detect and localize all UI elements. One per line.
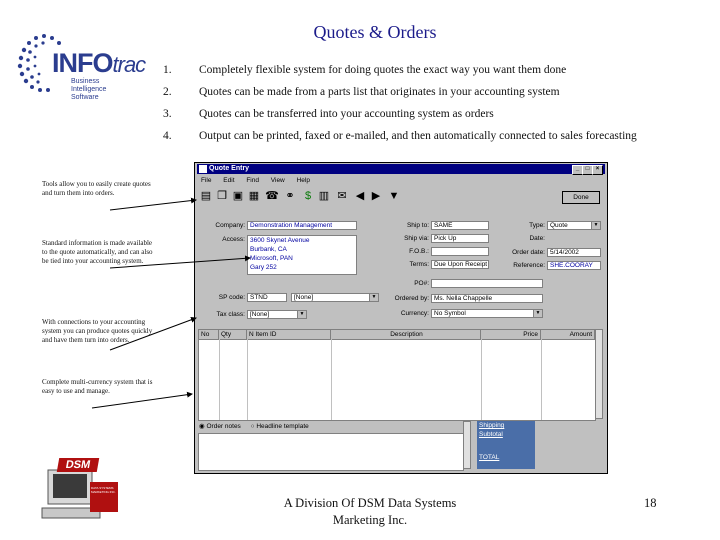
- shipto-label: Ship to:: [406, 222, 429, 229]
- reference-field[interactable]: SHE.COORAY: [547, 261, 601, 270]
- order-date-label: Order date:: [512, 249, 545, 256]
- order-date-field[interactable]: 5/14/2002: [547, 248, 601, 257]
- arrow-line: [92, 394, 192, 408]
- address-field[interactable]: 3600 Skynet Avenue Burbank, CA Microsoft, PAN Gary 252: [247, 235, 357, 275]
- type-select[interactable]: Quote ▼: [547, 221, 601, 230]
- close-icon[interactable]: ×: [592, 165, 603, 175]
- total-label: TOTAL: [479, 454, 500, 461]
- dsm-wordmark: DSM: [57, 458, 99, 472]
- annotation-currency: Complete multi-currency system that is easy to use and manage.: [42, 378, 153, 395]
- terms-label: Terms:: [409, 261, 429, 268]
- filter-icon[interactable]: ▼: [388, 190, 400, 202]
- chevron-down-icon[interactable]: ▼: [533, 310, 542, 317]
- shipvia-label: Ship via:: [404, 235, 429, 242]
- link-icon[interactable]: ⚭: [285, 190, 295, 202]
- email-icon[interactable]: ✉: [337, 190, 347, 202]
- list-item: 4. Output can be printed, faxed or e-mailed, and then automatically connected to sales forecasting: [163, 130, 637, 142]
- shipping-label: Shipping: [479, 422, 505, 429]
- calculator-icon[interactable]: ▥: [318, 190, 330, 202]
- sp-code-field[interactable]: STND: [247, 293, 287, 302]
- chevron-down-icon[interactable]: ▼: [297, 311, 306, 318]
- footer-text: A Division Of DSM Data Systems Marketing Inc.: [283, 496, 457, 527]
- maximize-icon[interactable]: □: [582, 165, 593, 175]
- fob-label: F.O.B.:: [409, 248, 429, 255]
- sp-code-label: SP code:: [218, 294, 245, 301]
- access-label: Access:: [222, 236, 245, 243]
- ordered-by-label: Ordered by:: [394, 295, 429, 302]
- col-header-no[interactable]: No: [199, 330, 219, 339]
- currency-icon[interactable]: $: [304, 190, 312, 202]
- headline-template-radio[interactable]: ○ Headline template: [250, 423, 309, 430]
- ordered-by-field[interactable]: Ms. Nella Chappelle: [431, 294, 543, 303]
- print-icon[interactable]: ▤: [200, 190, 212, 202]
- dsm-logo: [34, 452, 124, 524]
- arrow-line: [110, 258, 250, 268]
- tax-class-label: Tax class:: [216, 311, 245, 318]
- currency-select[interactable]: No Symbol ▼: [431, 309, 543, 318]
- infotrac-wordmark: INFOtrac: [52, 48, 146, 78]
- menu-find[interactable]: Find: [246, 177, 259, 184]
- shipto-field[interactable]: SAME: [431, 221, 489, 230]
- date-label: Date:: [529, 235, 545, 242]
- chevron-down-icon[interactable]: ▼: [591, 222, 600, 229]
- slide-title: Quotes & Orders: [313, 22, 437, 42]
- order-notes-radio[interactable]: ◉ Order notes: [199, 423, 241, 430]
- tax-class-select[interactable]: [None] ▼: [247, 310, 307, 319]
- menu-file[interactable]: File: [201, 177, 212, 184]
- dsm-tagline: DATA SYSTEMS MARKETING INC.: [91, 486, 116, 494]
- annotation-accounting: With connections to your accounting system you can produce quotes quickly and have them turn into orders.: [42, 318, 153, 344]
- menu-view[interactable]: View: [270, 177, 285, 184]
- prev-arrow-icon[interactable]: ◀: [355, 190, 365, 202]
- reference-label: Reference:: [513, 262, 545, 269]
- infotrac-tagline: Business Intelligence Software: [71, 78, 107, 101]
- company-field[interactable]: Demonstration Management: [247, 221, 357, 230]
- page-number: 18: [644, 496, 657, 510]
- company-label: Company:: [215, 222, 245, 229]
- po-label: PO#:: [414, 280, 429, 287]
- arrow-line: [110, 200, 196, 210]
- list-item: 3. Quotes can be transferred into your accounting system as orders: [163, 108, 494, 120]
- copy-icon[interactable]: ❐: [217, 190, 227, 202]
- next-arrow-icon[interactable]: ▶: [371, 190, 381, 202]
- report-icon[interactable]: ▦: [248, 190, 260, 202]
- save-icon[interactable]: ▣: [232, 190, 244, 202]
- menu-edit[interactable]: Edit: [223, 177, 235, 184]
- subtotal-label: Subtotal: [479, 431, 503, 438]
- col-header-price[interactable]: Price: [481, 330, 541, 339]
- col-header-qty[interactable]: Qty: [219, 330, 247, 339]
- menu-help[interactable]: Help: [296, 177, 310, 184]
- arrow-line: [110, 318, 196, 350]
- col-header-item-id[interactable]: N Item ID: [247, 330, 331, 339]
- currency-label: Currency:: [400, 310, 429, 317]
- col-header-amount[interactable]: Amount: [541, 330, 595, 339]
- shipvia-field[interactable]: Pick Up: [431, 234, 489, 243]
- done-button[interactable]: Done: [562, 191, 600, 204]
- window-titlebar[interactable]: Quote Entry _ □ ×: [197, 164, 605, 174]
- type-label: Type:: [529, 222, 545, 229]
- sp-code-select[interactable]: [None] ▼: [291, 293, 379, 302]
- chevron-down-icon[interactable]: ▼: [369, 294, 378, 301]
- terms-field[interactable]: Due Upon Receipt: [431, 260, 489, 269]
- minimize-icon[interactable]: _: [572, 165, 583, 175]
- list-item: 1. Completely flexible system for doing quotes the exact way you want them done: [163, 64, 567, 76]
- list-item: 2. Quotes can be made from a parts list that originates in your accounting system: [163, 86, 560, 98]
- col-header-description[interactable]: Description: [331, 330, 481, 339]
- fax-icon[interactable]: ☎: [265, 190, 279, 202]
- annotation-tools: Tools allow you to easily create quotes and turn them into orders.: [42, 180, 151, 197]
- annotation-standard-info: Standard information is made available to the quote automatically, and can also be tied into your accounting system.: [42, 239, 153, 265]
